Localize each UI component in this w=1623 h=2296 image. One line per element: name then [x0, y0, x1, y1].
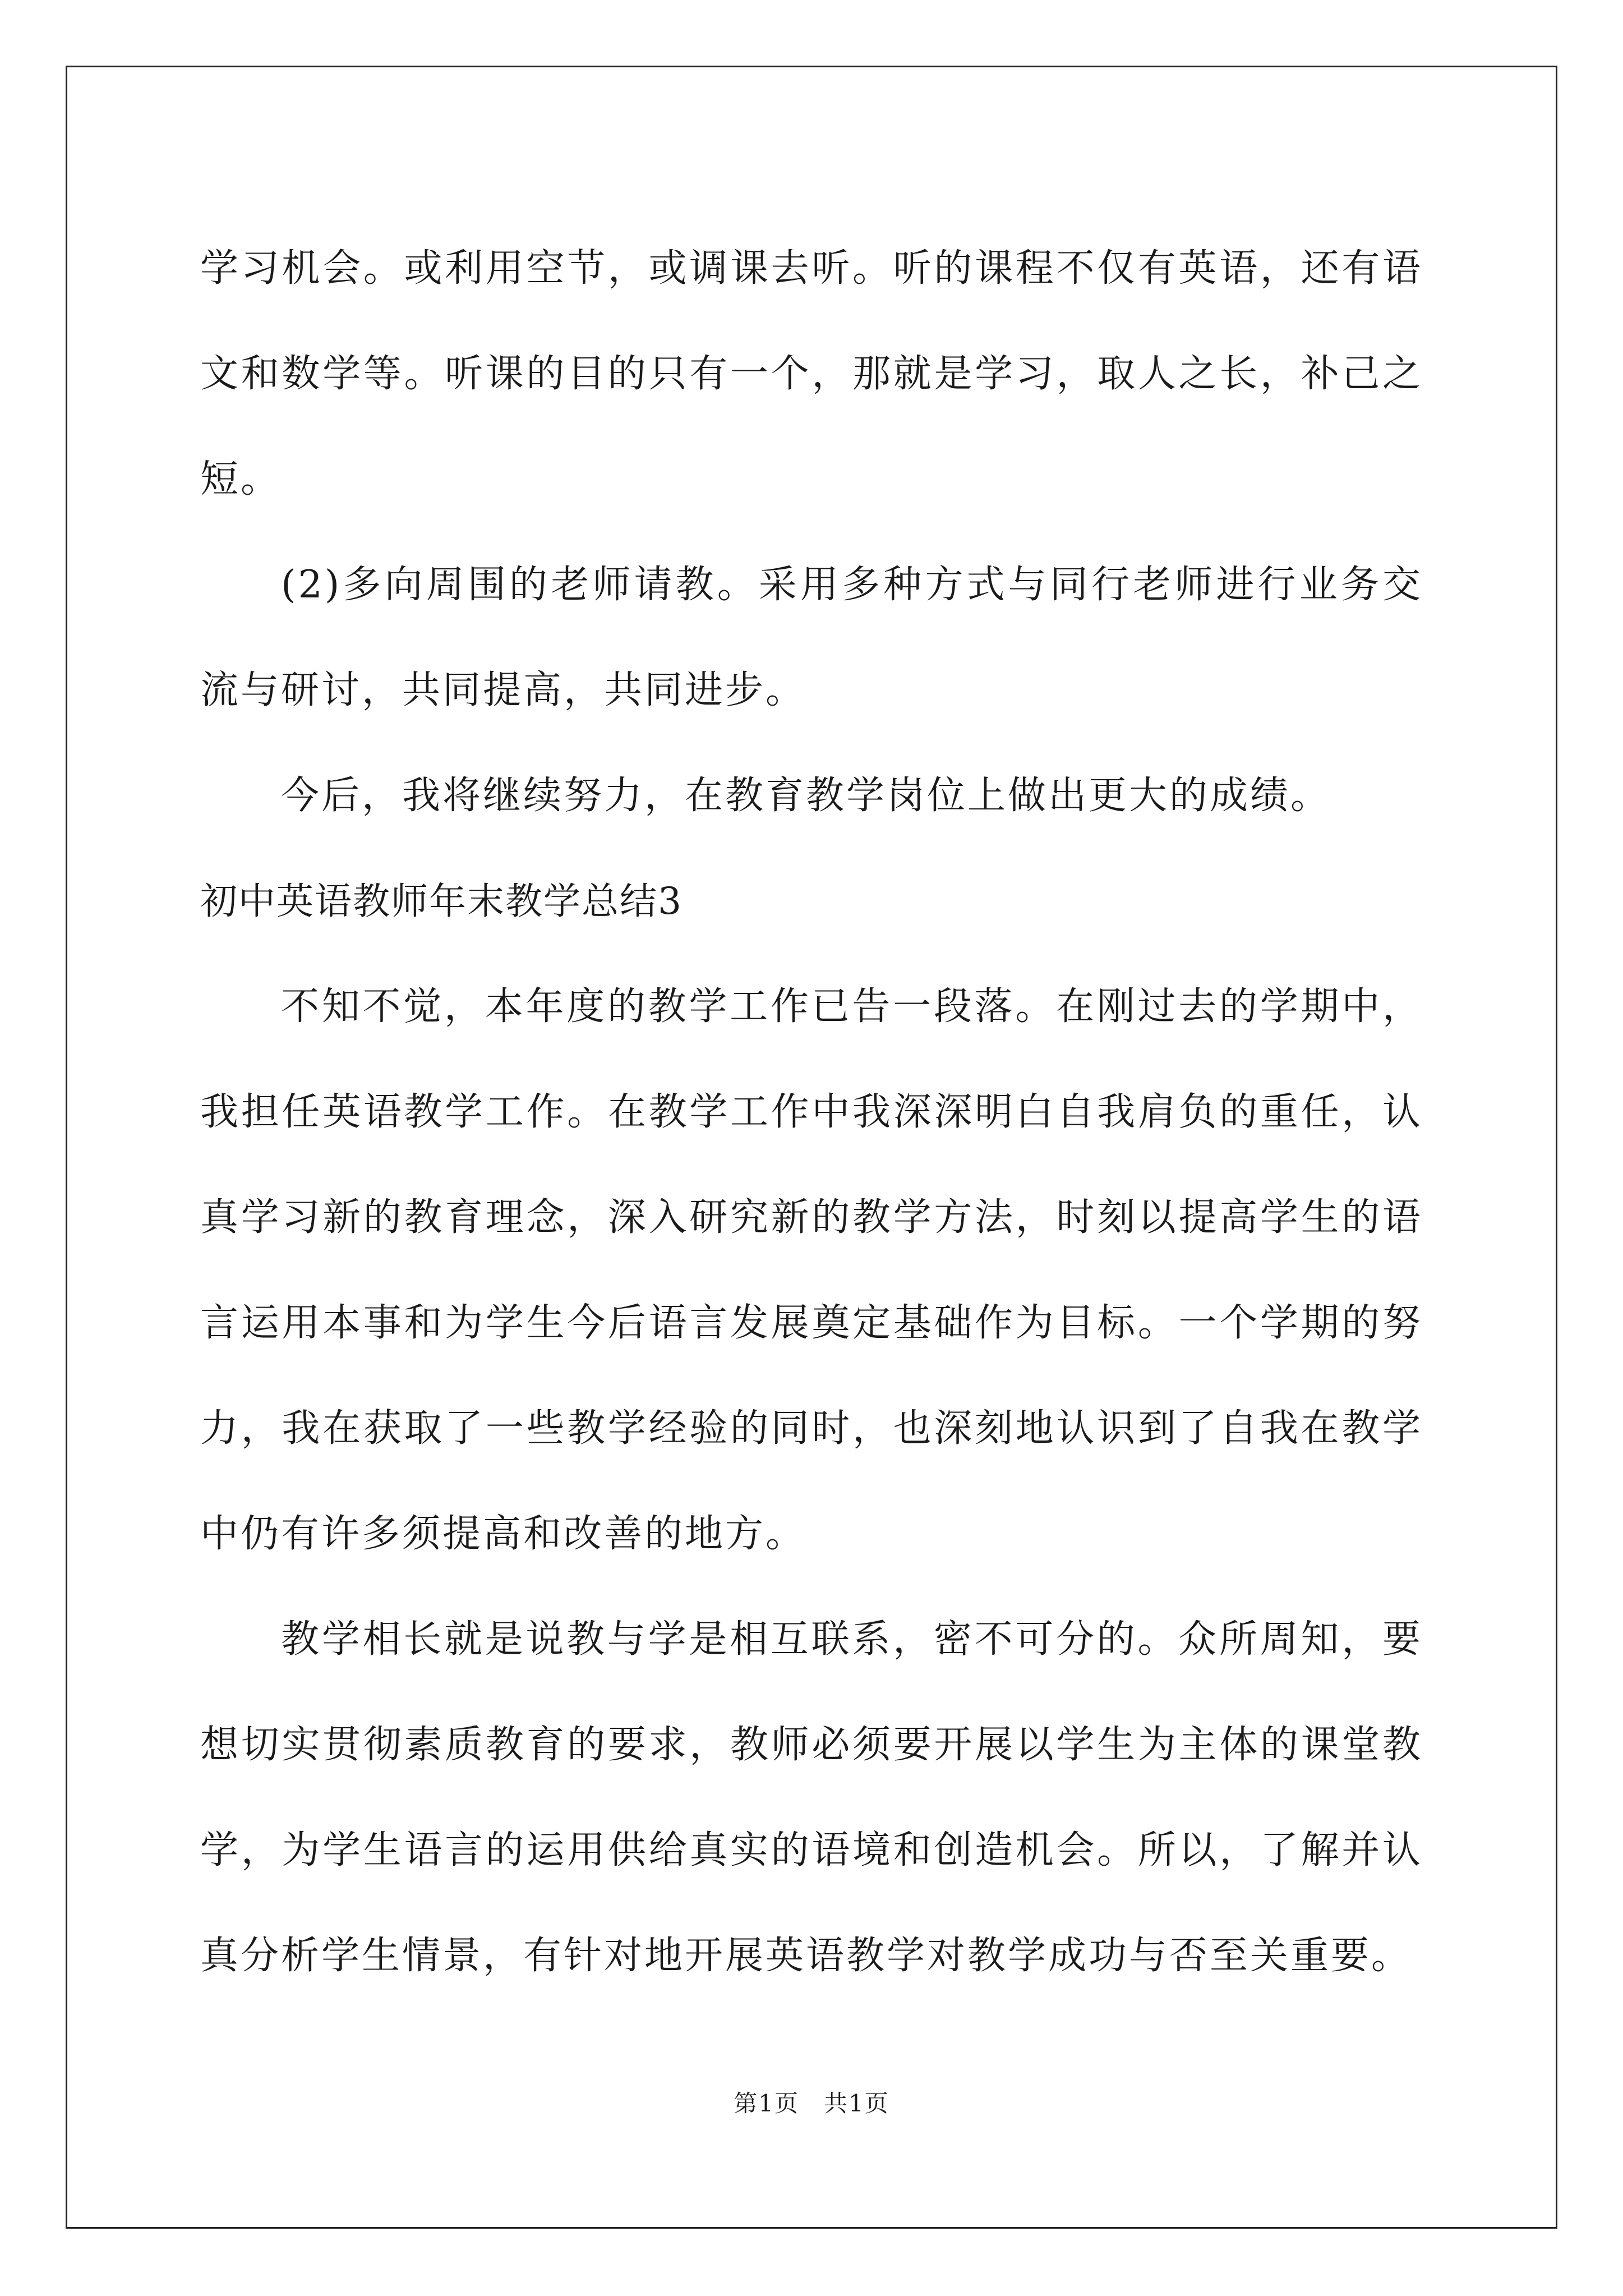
section-heading: 初中英语教师年末教学总结3 [200, 880, 683, 923]
paragraph-2: (2)多向周围的老师请教。采用多种方式与同行老师进行业务交流与研讨，共同提高，共同进步。 [200, 563, 1423, 712]
paragraph-4: 不知不觉，本年度的教学工作已告一段落。在刚过去的学期中，我担任英语教学工作。在教学工作中我深深明白自我肩负的重任，认真学习新的教育理念，深入研究新的教学方法，时刻以提高学生的语言运用本事和为学生今后语言发展奠定基础作为目标。一个学期的努力，我在获取了一些教学经验的同时，也深刻地认识到了自我在教学中仍有许多须提高和改善的地方。 [200, 984, 1423, 1556]
document-body [200, 216, 1423, 2009]
paragraph-5: 教学相长就是说教与学是相互联系，密不可分的。众所周知，要想切实贯彻素质教育的要求，教师必须要开展以学生为主体的课堂教学，为学生语言的运用供给真实的语境和创造机会。所以，了解并认真分析学生情景，有针对地开展英语教学对教学成功与否至关重要。 [200, 1617, 1423, 1978]
page-footer: 第1页 共1页 [734, 2090, 889, 2117]
paragraph-3: 今后，我将继续努力，在教育教学岗位上做出更大的成绩。 [281, 774, 1331, 818]
paragraph-1: 学习机会。或利用空节，或调课去听。听的课程不仅有英语，还有语文和数学等。听课的目的只有一个，那就是学习，取人之长，补己之短。 [200, 246, 1423, 501]
